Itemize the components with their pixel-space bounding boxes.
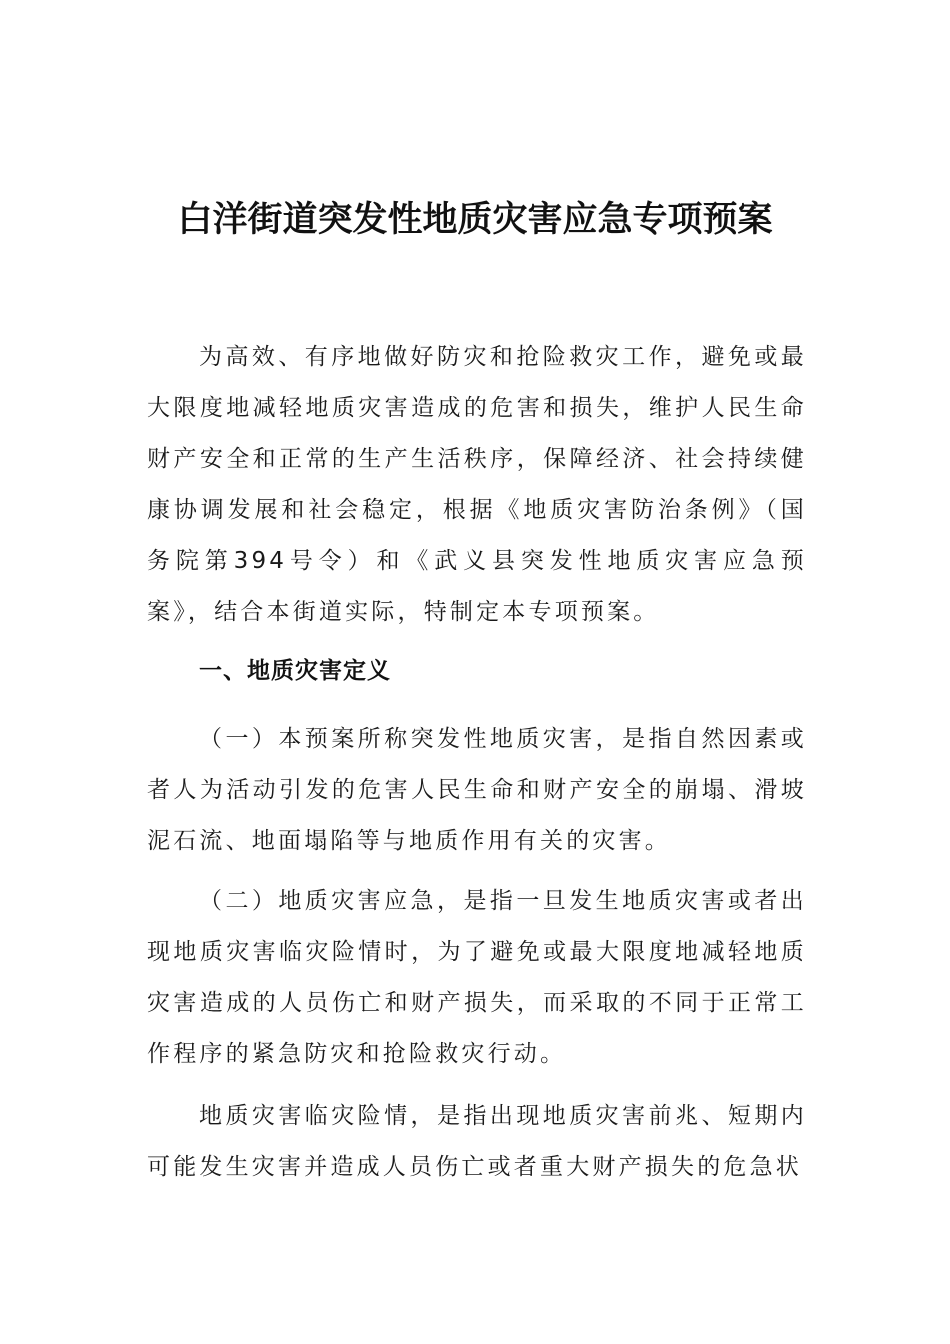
section-heading: 一、地质灾害定义 — [199, 658, 391, 684]
intro-paragraph: 为高效、有序地做好防灾和抢险救灾工作，避免或最大限度地减轻地质灾害造成的危害和损失，维护人民生命财产安全和正常的生产生活秩序，保障经济、社会持续健康协调发展和社会稳定，根据《地质灾害防治条例》（国务院第394号令）和《武义县突发性地质灾害应急预案》，结合本街道实际，特制定本专项预案。 — [147, 344, 807, 625]
document-title: 白洋街道突发性地质灾害应急专项预案 — [177, 199, 773, 240]
definition-paragraph-3: 地质灾害临灾险情，是指出现地质灾害前兆、短期内可能发生灾害并造成人员伤亡或者重大财产损失的危急状 — [147, 1103, 807, 1180]
definition-paragraph-2: （二）地质灾害应急，是指一旦发生地质灾害或者出现地质灾害临灾险情时，为了避免或最大限度地减轻地质灾害造成的人员伤亡和财产损失，而采取的不同于正常工作程序的紧急防灾和抢险救灾行动。 — [147, 888, 807, 1067]
definition-paragraph-1: （一）本预案所称突发性地质灾害，是指自然因素或者人为活动引发的危害人民生命和财产安全的崩塌、滑坡泥石流、地面塌陷等与地质作用有关的灾害。 — [147, 726, 807, 854]
